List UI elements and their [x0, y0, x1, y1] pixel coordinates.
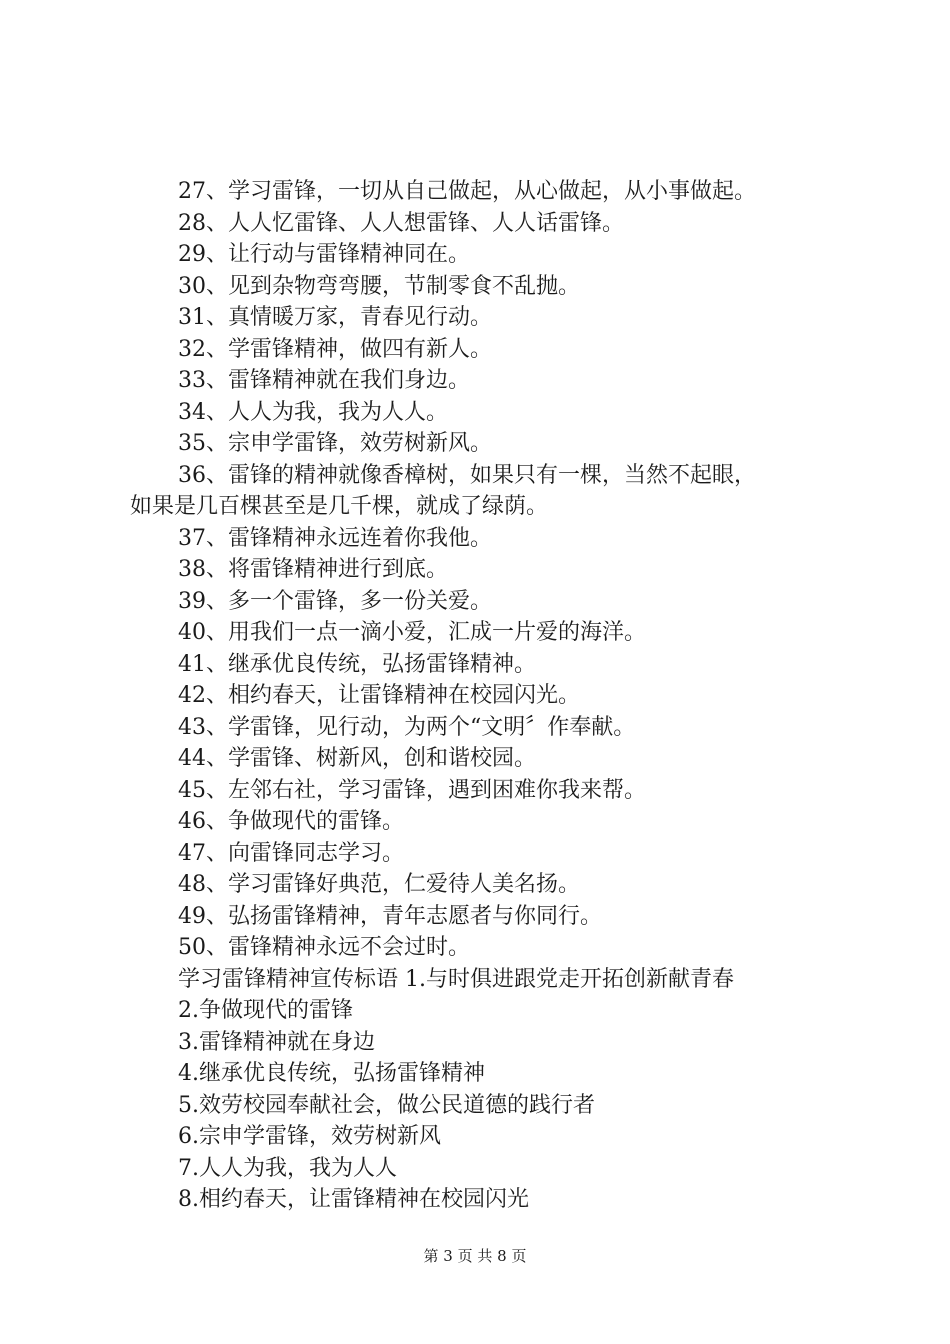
text-line: 31、真情暖万家，青春见行动。: [178, 305, 492, 330]
text-line: 8.相约春天，让雷锋精神在校园闪光: [178, 1187, 529, 1212]
text-line: 如果是几百棵甚至是几千棵，就成了绿荫。: [130, 494, 549, 519]
text-line: 32、学雷锋精神，做四有新人。: [178, 336, 492, 362]
text-line: 46、争做现代的雷锋。: [178, 809, 404, 834]
text-line: 44、学雷锋、树新风，创和谐校园。: [178, 746, 536, 771]
text-line: 6.宗申学雷锋，效劳树新风: [178, 1124, 441, 1149]
text-line: 学习雷锋精神宣传标语 1.与时俱进跟党走开拓创新献青春: [178, 966, 734, 992]
text-line: 36、雷锋的精神就像香樟树，如果只有一棵，当然不起眼，: [178, 462, 756, 488]
text-line: 5.效劳校园奉献社会，做公民道德的践行者: [178, 1092, 595, 1118]
text-line: 47、向雷锋同志学习。: [178, 840, 404, 866]
text-line: 38、将雷锋精神进行到底。: [178, 557, 448, 582]
page-number: 第 3 页 共 8 页: [423, 1247, 527, 1265]
text-line: 48、学习雷锋好典范，仁爱待人美名扬。: [178, 872, 580, 897]
document-body: [130, 176, 850, 1216]
text-line: 2.争做现代的雷锋: [178, 998, 353, 1023]
text-line: 29、让行动与雷锋精神同在。: [178, 242, 470, 267]
text-line: 49、弘扬雷锋精神，青年志愿者与你同行。: [178, 903, 602, 929]
text-line: 35、宗申学雷锋，效劳树新风。: [178, 431, 492, 456]
text-line: 30、见到杂物弯弯腰，节制零食不乱抛。: [178, 273, 580, 299]
page-footer: [0, 1245, 950, 1266]
text-line: 45、左邻右社，学习雷锋，遇到困难你我来帮。: [178, 777, 646, 803]
text-line: 50、雷锋精神永远不会过时。: [178, 935, 470, 960]
text-line: 41、继承优良传统，弘扬雷锋精神。: [178, 651, 536, 677]
text-line: 33、雷锋精神就在我们身边。: [178, 368, 470, 393]
text-line: 7.人人为我，我为人人: [178, 1155, 397, 1181]
text-line: 42、相约春天，让雷锋精神在校园闪光。: [178, 683, 580, 708]
text-line: 3.雷锋精神就在身边: [178, 1029, 375, 1055]
text-line: 27、学习雷锋，一切从自己做起，从心做起，从小事做起。: [178, 179, 756, 204]
text-line: 37、雷锋精神永远连着你我他。: [178, 525, 492, 551]
text-line: 39、多一个雷锋，多一份关爱。: [178, 588, 492, 614]
text-line: 28、人人忆雷锋、人人想雷锋、人人话雷锋。: [178, 210, 624, 236]
text-line: 34、人人为我，我为人人。: [178, 399, 448, 425]
text-line: 43、学雷锋，见行动，为两个“文明〞作奉献。: [178, 714, 636, 740]
text-line: 40、用我们一点一滴小爱，汇成一片爱的海洋。: [178, 620, 646, 645]
text-line: 4.继承优良传统，弘扬雷锋精神: [178, 1061, 485, 1086]
